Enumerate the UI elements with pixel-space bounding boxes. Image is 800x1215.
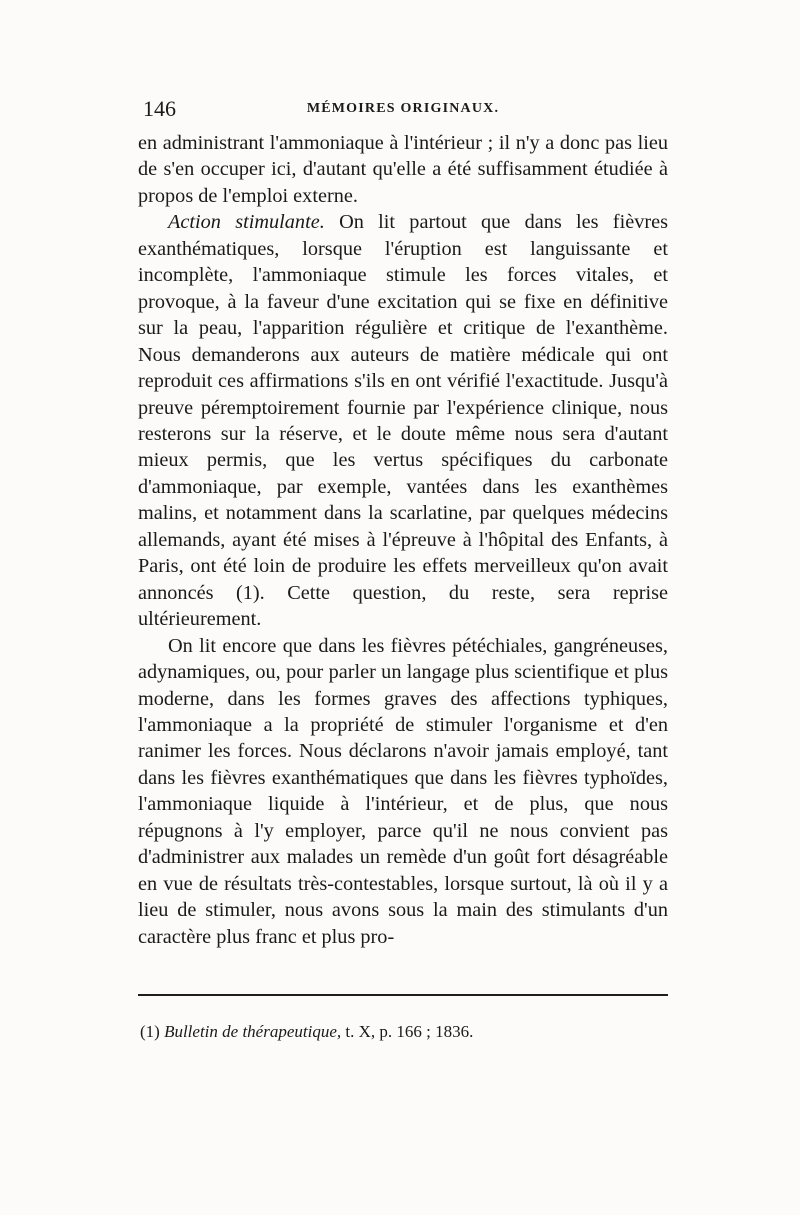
paragraph-action-stimulante xyxy=(138,209,668,632)
footnote-source: Bulletin de thérapeutique, xyxy=(164,1022,342,1041)
footnote-rule xyxy=(138,994,668,996)
body-text xyxy=(138,130,668,950)
footnote-marker: (1) xyxy=(140,1022,160,1041)
paragraph-text: On lit partout que dans les fièvres exanthématiques, lorsque l'éruption est languissante et incomplète, l'ammoniaque stimule les forces vitales, et provoque, à la faveur d'une excitation qui se fixe en définitive sur la peau, l'apparition régulière et critique de l'exanthème. Nous demanderons aux auteurs de matière médicale qui ont reproduit ces affirmations s'ils en ont vérifié l'exactitude. Jusqu'à preuve péremptoirement fournie par l'expérience clinique, nous resterons sur la réserve, et le doute même nous sera d'autant mieux permis, que les vertus spécifiques du carbonate d'ammoniaque, par exemple, vantées dans les exanthèmes malins, et notamment dans la scarlatine, par quelques médecins allemands, ayant été mises à l'épreuve à l'hôpital des Enfants, à Paris, ont été loin de produire les effets merveilleux qu'on avait annoncés (1). Cette question, du reste, sera reprise ultérieurement. xyxy=(138,211,668,631)
footnote xyxy=(140,1022,473,1042)
paragraph-fievres xyxy=(138,633,668,950)
paragraph-text: en administrant l'ammoniaque à l'intérieur ; il n'y a donc pas lieu de s'en occuper ici, d'autant qu'elle a été suffisamment étudiée à propos de l'emploi externe. xyxy=(138,132,668,207)
book-page xyxy=(138,92,668,1041)
section-lead: Action stimulante. xyxy=(168,211,325,234)
paragraph-continuation xyxy=(138,130,668,209)
running-head: MÉMOIRES ORIGINAUX. xyxy=(306,101,500,116)
paragraph-text: On lit encore que dans les fièvres pétéchiales, gangréneuses, adynamiques, ou, pour parler un langage plus scientifique et plus moderne, dans les formes graves des affections typhiques, l'ammoniaque a la propriété de stimuler l'organisme et d'en ranimer les forces. Nous déclarons n'avoir jamais employé, tant dans les fièvres exanthématiques que dans les fièvres typhoïdes, l'ammoniaque liquide à l'intérieur, et de plus, que nous répugnons à l'y employer, parce qu'il ne nous convient pas d'administrer aux malades un remède d'un goût fort désagréable en vue de résultats très-contestables, lorsque surtout, là où il y a lieu de stimuler, nous avons sous la main des stimulants d'un caractère plus franc et plus pro- xyxy=(138,634,668,948)
page-header xyxy=(138,92,668,130)
footnote-details: t. X, p. 166 ; 1836. xyxy=(341,1022,474,1041)
page-number: 146 xyxy=(143,96,176,121)
